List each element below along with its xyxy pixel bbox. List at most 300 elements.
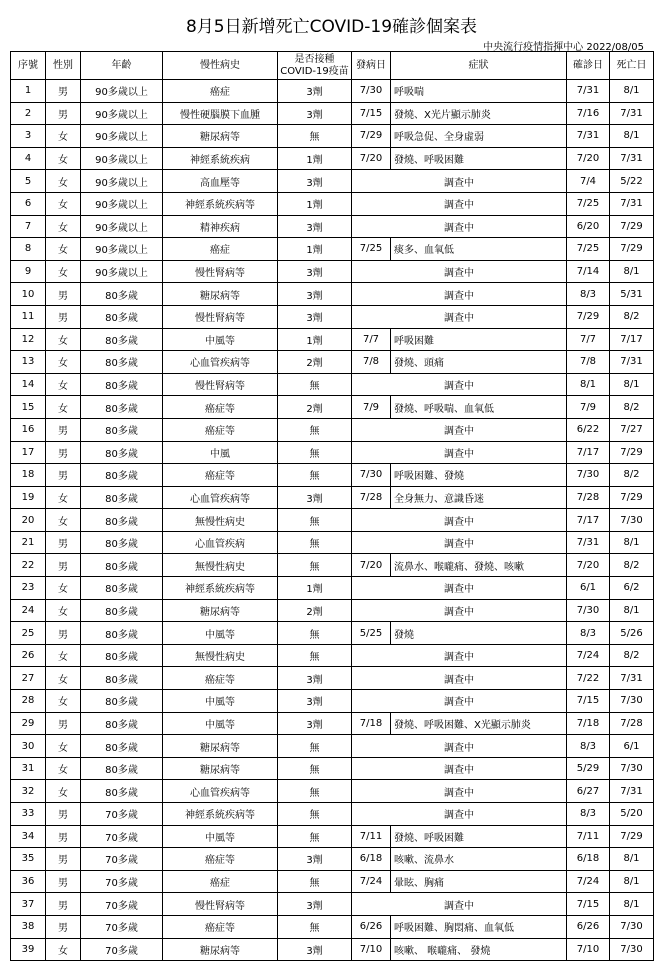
cell-onset: 7/28 bbox=[352, 486, 391, 509]
cell-vaccine: 無 bbox=[278, 825, 352, 848]
cell-symptoms: 發燒、呼吸喘、血氧低 bbox=[391, 396, 567, 419]
cell-sex: 女 bbox=[46, 577, 81, 600]
table-row bbox=[11, 328, 654, 351]
cell-no: 14 bbox=[11, 373, 46, 396]
cell-age: 90多歲以上 bbox=[81, 260, 163, 283]
header-death: 死亡日 bbox=[610, 52, 654, 80]
cell-confirm: 7/20 bbox=[567, 147, 610, 170]
cell-sex: 女 bbox=[46, 147, 81, 170]
cell-confirm: 7/28 bbox=[567, 486, 610, 509]
cell-age: 80多歲 bbox=[81, 531, 163, 554]
table-row bbox=[11, 825, 654, 848]
cell-chronic: 糖尿病等 bbox=[163, 125, 278, 148]
cell-investigating: 調查中 bbox=[352, 893, 567, 916]
cell-chronic: 神經系統疾病 bbox=[163, 147, 278, 170]
cell-age: 80多歲 bbox=[81, 305, 163, 328]
cell-death: 7/30 bbox=[610, 757, 654, 780]
table-row bbox=[11, 509, 654, 532]
cell-death: 8/1 bbox=[610, 80, 654, 103]
table-row bbox=[11, 464, 654, 487]
table-row bbox=[11, 125, 654, 148]
cell-chronic: 慢性腎病等 bbox=[163, 305, 278, 328]
cell-confirm: 7/4 bbox=[567, 170, 610, 193]
cell-no: 9 bbox=[11, 260, 46, 283]
cell-onset: 7/25 bbox=[352, 238, 391, 261]
cell-onset: 7/15 bbox=[352, 102, 391, 125]
cell-no: 22 bbox=[11, 554, 46, 577]
cell-confirm: 7/7 bbox=[567, 328, 610, 351]
cell-vaccine: 3劑 bbox=[278, 215, 352, 238]
cell-death: 7/29 bbox=[610, 486, 654, 509]
cell-sex: 女 bbox=[46, 373, 81, 396]
cell-no: 5 bbox=[11, 170, 46, 193]
cell-death: 8/2 bbox=[610, 464, 654, 487]
cell-chronic: 精神疾病 bbox=[163, 215, 278, 238]
cell-sex: 女 bbox=[46, 690, 81, 713]
cell-chronic: 無慢性病史 bbox=[163, 509, 278, 532]
header-confirm: 確診日 bbox=[567, 52, 610, 80]
cell-chronic: 中風等 bbox=[163, 328, 278, 351]
cell-vaccine: 1劑 bbox=[278, 328, 352, 351]
cell-sex: 男 bbox=[46, 464, 81, 487]
cell-death: 8/1 bbox=[610, 870, 654, 893]
cell-death: 8/2 bbox=[610, 644, 654, 667]
cell-investigating: 調查中 bbox=[352, 305, 567, 328]
cell-confirm: 7/11 bbox=[567, 825, 610, 848]
cell-chronic: 中風 bbox=[163, 441, 278, 464]
cell-death: 8/1 bbox=[610, 260, 654, 283]
cell-chronic: 癌症 bbox=[163, 238, 278, 261]
cell-onset: 7/30 bbox=[352, 464, 391, 487]
table-row bbox=[11, 915, 654, 938]
cell-onset: 6/18 bbox=[352, 848, 391, 871]
cell-sex: 男 bbox=[46, 712, 81, 735]
header-vaccine-line2: COVID-19疫苗 bbox=[280, 65, 349, 77]
cell-death: 8/2 bbox=[610, 305, 654, 328]
cell-investigating: 調查中 bbox=[352, 215, 567, 238]
cell-investigating: 調查中 bbox=[352, 803, 567, 826]
cell-vaccine: 1劑 bbox=[278, 577, 352, 600]
cell-confirm: 6/1 bbox=[567, 577, 610, 600]
cell-age: 70多歲 bbox=[81, 938, 163, 961]
cell-death: 7/27 bbox=[610, 418, 654, 441]
cell-death: 7/29 bbox=[610, 441, 654, 464]
cell-chronic: 癌症 bbox=[163, 870, 278, 893]
cell-onset: 7/29 bbox=[352, 125, 391, 148]
table-row bbox=[11, 599, 654, 622]
cell-death: 5/20 bbox=[610, 803, 654, 826]
cell-investigating: 調查中 bbox=[352, 509, 567, 532]
cell-sex: 男 bbox=[46, 305, 81, 328]
cell-no: 15 bbox=[11, 396, 46, 419]
cell-vaccine: 無 bbox=[278, 870, 352, 893]
cell-onset: 7/30 bbox=[352, 80, 391, 103]
cell-investigating: 調查中 bbox=[352, 192, 567, 215]
cell-sex: 女 bbox=[46, 486, 81, 509]
cell-confirm: 7/22 bbox=[567, 667, 610, 690]
cell-chronic: 糖尿病等 bbox=[163, 757, 278, 780]
cell-vaccine: 3劑 bbox=[278, 667, 352, 690]
cell-no: 31 bbox=[11, 757, 46, 780]
cell-death: 7/31 bbox=[610, 147, 654, 170]
cell-symptoms: 發燒、呼吸困難 bbox=[391, 147, 567, 170]
cell-age: 70多歲 bbox=[81, 893, 163, 916]
cell-age: 70多歲 bbox=[81, 848, 163, 871]
cell-age: 80多歲 bbox=[81, 441, 163, 464]
cell-chronic: 心血管疾病 bbox=[163, 531, 278, 554]
table-row bbox=[11, 757, 654, 780]
cell-sex: 男 bbox=[46, 825, 81, 848]
cell-age: 80多歲 bbox=[81, 373, 163, 396]
cell-sex: 男 bbox=[46, 418, 81, 441]
cell-vaccine: 無 bbox=[278, 554, 352, 577]
cell-vaccine: 3劑 bbox=[278, 690, 352, 713]
cell-confirm: 6/26 bbox=[567, 915, 610, 938]
cell-no: 13 bbox=[11, 351, 46, 374]
cell-age: 80多歲 bbox=[81, 690, 163, 713]
cell-chronic: 無慢性病史 bbox=[163, 554, 278, 577]
cell-vaccine: 無 bbox=[278, 735, 352, 758]
cell-chronic: 癌症等 bbox=[163, 464, 278, 487]
cell-onset: 7/20 bbox=[352, 147, 391, 170]
table-row bbox=[11, 938, 654, 961]
table-row bbox=[11, 667, 654, 690]
cell-chronic: 神經系統疾病等 bbox=[163, 192, 278, 215]
cell-sex: 女 bbox=[46, 260, 81, 283]
cell-symptoms: 呼吸困難 bbox=[391, 328, 567, 351]
cell-sex: 女 bbox=[46, 599, 81, 622]
cell-no: 19 bbox=[11, 486, 46, 509]
cell-age: 90多歲以上 bbox=[81, 102, 163, 125]
cell-sex: 男 bbox=[46, 531, 81, 554]
cell-age: 80多歲 bbox=[81, 667, 163, 690]
cell-vaccine: 無 bbox=[278, 915, 352, 938]
cell-death: 7/30 bbox=[610, 938, 654, 961]
header-symptoms: 症狀 bbox=[391, 52, 567, 80]
cell-age: 70多歲 bbox=[81, 870, 163, 893]
cell-death: 5/26 bbox=[610, 622, 654, 645]
cell-symptoms: 全身無力、意識昏迷 bbox=[391, 486, 567, 509]
cell-age: 80多歲 bbox=[81, 599, 163, 622]
source-label: 中央流行疫情指揮中心 2022/08/05 bbox=[483, 42, 644, 53]
cell-vaccine: 無 bbox=[278, 803, 352, 826]
cell-sex: 男 bbox=[46, 803, 81, 826]
cell-age: 90多歲以上 bbox=[81, 147, 163, 170]
cell-death: 8/1 bbox=[610, 373, 654, 396]
cell-symptoms: 發燒、頭痛 bbox=[391, 351, 567, 374]
cell-no: 18 bbox=[11, 464, 46, 487]
cell-sex: 女 bbox=[46, 351, 81, 374]
cell-age: 80多歲 bbox=[81, 712, 163, 735]
table-row bbox=[11, 690, 654, 713]
cell-death: 7/29 bbox=[610, 215, 654, 238]
cell-age: 80多歲 bbox=[81, 283, 163, 306]
header-sex: 性別 bbox=[46, 52, 81, 80]
cell-no: 8 bbox=[11, 238, 46, 261]
cell-sex: 女 bbox=[46, 509, 81, 532]
cell-no: 29 bbox=[11, 712, 46, 735]
cell-vaccine: 無 bbox=[278, 757, 352, 780]
cell-death: 8/1 bbox=[610, 893, 654, 916]
table-row bbox=[11, 305, 654, 328]
cell-confirm: 7/14 bbox=[567, 260, 610, 283]
cell-chronic: 癌症等 bbox=[163, 418, 278, 441]
cell-age: 90多歲以上 bbox=[81, 170, 163, 193]
cell-sex: 男 bbox=[46, 622, 81, 645]
cell-death: 8/2 bbox=[610, 396, 654, 419]
cell-onset: 6/26 bbox=[352, 915, 391, 938]
cell-investigating: 調查中 bbox=[352, 283, 567, 306]
cell-chronic: 高血壓等 bbox=[163, 170, 278, 193]
cell-vaccine: 3劑 bbox=[278, 305, 352, 328]
cell-chronic: 心血管疾病等 bbox=[163, 780, 278, 803]
cell-sex: 女 bbox=[46, 238, 81, 261]
table-row bbox=[11, 170, 654, 193]
cell-sex: 女 bbox=[46, 125, 81, 148]
cell-age: 90多歲以上 bbox=[81, 238, 163, 261]
cell-vaccine: 無 bbox=[278, 622, 352, 645]
cell-death: 5/31 bbox=[610, 283, 654, 306]
cell-age: 80多歲 bbox=[81, 577, 163, 600]
cell-onset: 7/24 bbox=[352, 870, 391, 893]
cell-investigating: 調查中 bbox=[352, 690, 567, 713]
cell-age: 80多歲 bbox=[81, 464, 163, 487]
cell-sex: 男 bbox=[46, 80, 81, 103]
cell-sex: 女 bbox=[46, 215, 81, 238]
cell-chronic: 中風等 bbox=[163, 825, 278, 848]
cell-symptoms: 暈眩、胸痛 bbox=[391, 870, 567, 893]
cell-no: 33 bbox=[11, 803, 46, 826]
cell-investigating: 調查中 bbox=[352, 260, 567, 283]
cell-death: 7/17 bbox=[610, 328, 654, 351]
cell-chronic: 無慢性病史 bbox=[163, 644, 278, 667]
cell-investigating: 調查中 bbox=[352, 667, 567, 690]
cell-death: 6/2 bbox=[610, 577, 654, 600]
cell-sex: 女 bbox=[46, 644, 81, 667]
cell-vaccine: 3劑 bbox=[278, 102, 352, 125]
cell-confirm: 7/31 bbox=[567, 531, 610, 554]
cell-confirm: 7/16 bbox=[567, 102, 610, 125]
cell-age: 70多歲 bbox=[81, 803, 163, 826]
cell-vaccine: 無 bbox=[278, 441, 352, 464]
cell-vaccine: 3劑 bbox=[278, 80, 352, 103]
cell-vaccine: 3劑 bbox=[278, 938, 352, 961]
table-row bbox=[11, 735, 654, 758]
cell-death: 6/1 bbox=[610, 735, 654, 758]
cell-confirm: 7/10 bbox=[567, 938, 610, 961]
cell-sex: 男 bbox=[46, 915, 81, 938]
cell-no: 25 bbox=[11, 622, 46, 645]
cell-no: 6 bbox=[11, 192, 46, 215]
cell-no: 20 bbox=[11, 509, 46, 532]
cell-confirm: 8/3 bbox=[567, 735, 610, 758]
cell-vaccine: 3劑 bbox=[278, 283, 352, 306]
cell-onset: 7/7 bbox=[352, 328, 391, 351]
cell-age: 80多歲 bbox=[81, 757, 163, 780]
cell-sex: 女 bbox=[46, 396, 81, 419]
cell-vaccine: 1劑 bbox=[278, 192, 352, 215]
cell-chronic: 糖尿病等 bbox=[163, 938, 278, 961]
header-onset: 發病日 bbox=[352, 52, 391, 80]
cell-symptoms: 痰多、血氧低 bbox=[391, 238, 567, 261]
cell-sex: 女 bbox=[46, 780, 81, 803]
cell-vaccine: 3劑 bbox=[278, 893, 352, 916]
cell-age: 90多歲以上 bbox=[81, 125, 163, 148]
cell-sex: 女 bbox=[46, 667, 81, 690]
cell-symptoms: 呼吸困難、發燒 bbox=[391, 464, 567, 487]
cell-onset: 7/10 bbox=[352, 938, 391, 961]
table-row bbox=[11, 192, 654, 215]
cell-confirm: 7/24 bbox=[567, 870, 610, 893]
cell-sex: 男 bbox=[46, 893, 81, 916]
table-row bbox=[11, 712, 654, 735]
cell-sex: 男 bbox=[46, 283, 81, 306]
table-row bbox=[11, 373, 654, 396]
table-row bbox=[11, 260, 654, 283]
table-row bbox=[11, 554, 654, 577]
cell-age: 80多歲 bbox=[81, 351, 163, 374]
cell-symptoms: 流鼻水、喉嚨痛、發燒、咳嗽 bbox=[391, 554, 567, 577]
table-row bbox=[11, 622, 654, 645]
cell-sex: 男 bbox=[46, 441, 81, 464]
cell-age: 80多歲 bbox=[81, 554, 163, 577]
cell-no: 38 bbox=[11, 915, 46, 938]
cell-no: 37 bbox=[11, 893, 46, 916]
cell-chronic: 神經系統疾病等 bbox=[163, 577, 278, 600]
cell-chronic: 慢性硬腦膜下血腫 bbox=[163, 102, 278, 125]
table-row bbox=[11, 283, 654, 306]
cell-chronic: 心血管疾病等 bbox=[163, 351, 278, 374]
cell-confirm: 7/15 bbox=[567, 893, 610, 916]
cell-no: 10 bbox=[11, 283, 46, 306]
cell-death: 8/1 bbox=[610, 531, 654, 554]
cell-confirm: 7/25 bbox=[567, 192, 610, 215]
cell-no: 35 bbox=[11, 848, 46, 871]
cell-no: 39 bbox=[11, 938, 46, 961]
cell-investigating: 調查中 bbox=[352, 577, 567, 600]
cell-no: 4 bbox=[11, 147, 46, 170]
table-row bbox=[11, 215, 654, 238]
cell-confirm: 6/22 bbox=[567, 418, 610, 441]
cell-onset: 7/11 bbox=[352, 825, 391, 848]
table-row bbox=[11, 351, 654, 374]
cell-no: 28 bbox=[11, 690, 46, 713]
cell-no: 32 bbox=[11, 780, 46, 803]
cell-no: 12 bbox=[11, 328, 46, 351]
cell-confirm: 8/3 bbox=[567, 622, 610, 645]
cell-investigating: 調查中 bbox=[352, 780, 567, 803]
table-row bbox=[11, 780, 654, 803]
cell-age: 80多歲 bbox=[81, 396, 163, 419]
cell-onset: 5/25 bbox=[352, 622, 391, 645]
cell-no: 24 bbox=[11, 599, 46, 622]
cell-no: 27 bbox=[11, 667, 46, 690]
cell-onset: 7/9 bbox=[352, 396, 391, 419]
cell-confirm: 7/31 bbox=[567, 80, 610, 103]
cell-chronic: 癌症等 bbox=[163, 848, 278, 871]
cell-sex: 女 bbox=[46, 735, 81, 758]
cell-sex: 男 bbox=[46, 848, 81, 871]
cell-confirm: 6/20 bbox=[567, 215, 610, 238]
table-row bbox=[11, 418, 654, 441]
cell-death: 7/31 bbox=[610, 351, 654, 374]
cell-death: 7/31 bbox=[610, 780, 654, 803]
table-row bbox=[11, 396, 654, 419]
cell-death: 7/29 bbox=[610, 238, 654, 261]
cell-vaccine: 3劑 bbox=[278, 848, 352, 871]
cell-no: 7 bbox=[11, 215, 46, 238]
cell-sex: 女 bbox=[46, 170, 81, 193]
cell-confirm: 6/27 bbox=[567, 780, 610, 803]
cell-confirm: 8/3 bbox=[567, 803, 610, 826]
cell-age: 80多歲 bbox=[81, 735, 163, 758]
cell-investigating: 調查中 bbox=[352, 531, 567, 554]
cell-death: 7/30 bbox=[610, 690, 654, 713]
cell-death: 8/2 bbox=[610, 554, 654, 577]
cell-sex: 女 bbox=[46, 192, 81, 215]
table-row bbox=[11, 644, 654, 667]
cell-vaccine: 3劑 bbox=[278, 260, 352, 283]
cell-age: 80多歲 bbox=[81, 509, 163, 532]
page-title: 8月5日新增死亡COVID-19確診個案表 bbox=[185, 17, 478, 37]
cell-chronic: 糖尿病等 bbox=[163, 283, 278, 306]
cell-confirm: 7/30 bbox=[567, 464, 610, 487]
cell-sex: 男 bbox=[46, 870, 81, 893]
table-row bbox=[11, 803, 654, 826]
cell-chronic: 癌症等 bbox=[163, 667, 278, 690]
cell-symptoms: 呼吸困難、胸悶痛、血氧低 bbox=[391, 915, 567, 938]
table-row bbox=[11, 80, 654, 103]
cell-investigating: 調查中 bbox=[352, 373, 567, 396]
cell-vaccine: 1劑 bbox=[278, 238, 352, 261]
cell-vaccine: 3劑 bbox=[278, 486, 352, 509]
cell-investigating: 調查中 bbox=[352, 418, 567, 441]
table-row bbox=[11, 238, 654, 261]
cell-no: 21 bbox=[11, 531, 46, 554]
cell-confirm: 7/20 bbox=[567, 554, 610, 577]
header-age: 年齡 bbox=[81, 52, 163, 80]
cell-vaccine: 無 bbox=[278, 464, 352, 487]
cell-death: 7/31 bbox=[610, 192, 654, 215]
table-row bbox=[11, 848, 654, 871]
cell-vaccine: 3劑 bbox=[278, 712, 352, 735]
cell-no: 34 bbox=[11, 825, 46, 848]
cell-no: 11 bbox=[11, 305, 46, 328]
cell-age: 70多歲 bbox=[81, 825, 163, 848]
cell-confirm: 8/3 bbox=[567, 283, 610, 306]
cell-symptoms: 發燒、呼吸困難、X光顯示肺炎 bbox=[391, 712, 567, 735]
cell-investigating: 調查中 bbox=[352, 735, 567, 758]
cell-investigating: 調查中 bbox=[352, 757, 567, 780]
cell-death: 7/31 bbox=[610, 102, 654, 125]
cell-symptoms: 呼吸急促、全身虛弱 bbox=[391, 125, 567, 148]
cell-confirm: 7/8 bbox=[567, 351, 610, 374]
cell-vaccine: 無 bbox=[278, 531, 352, 554]
cell-no: 36 bbox=[11, 870, 46, 893]
cell-death: 7/30 bbox=[610, 509, 654, 532]
table-row bbox=[11, 102, 654, 125]
cell-vaccine: 3劑 bbox=[278, 170, 352, 193]
cell-no: 17 bbox=[11, 441, 46, 464]
cell-chronic: 癌症等 bbox=[163, 396, 278, 419]
cell-confirm: 7/17 bbox=[567, 441, 610, 464]
cell-confirm: 7/17 bbox=[567, 509, 610, 532]
table-row bbox=[11, 147, 654, 170]
cell-death: 8/1 bbox=[610, 599, 654, 622]
cell-chronic: 糖尿病等 bbox=[163, 599, 278, 622]
cell-onset: 7/20 bbox=[352, 554, 391, 577]
cell-vaccine: 2劑 bbox=[278, 351, 352, 374]
